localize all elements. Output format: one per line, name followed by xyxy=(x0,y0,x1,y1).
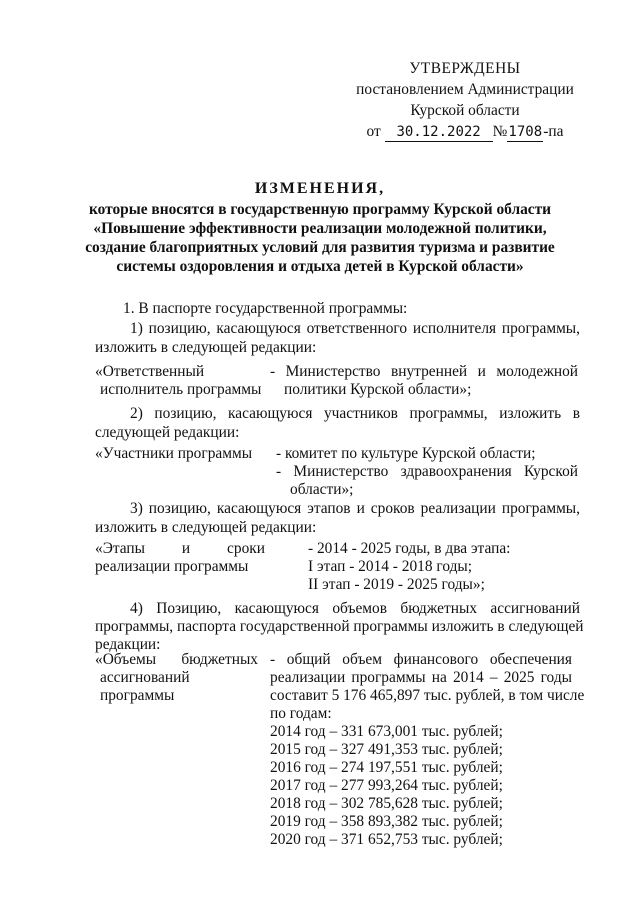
volume-value-4: по годам: xyxy=(270,705,332,722)
volume-value-3: составит 5 176 465,897 тыс. рублей, в том числе xyxy=(270,687,585,704)
year-line: 2017 год – 277 993,264 тыс. рублей; xyxy=(270,777,503,794)
heading-line-4: системы оздоровления и отдыха детей в Курской области» xyxy=(116,258,524,275)
p3-line-1: 3) позицию, касающуюся этапов и сроков реализации программы, xyxy=(130,500,580,517)
number-suffix: -па xyxy=(543,123,564,140)
year-line: 2015 год – 327 491,353 тыс. рублей; xyxy=(270,741,503,758)
participants-value-1: - комитет по культуре Курской области; xyxy=(276,445,536,462)
participants-value-2: - Министерство здравоохранения Курской xyxy=(276,463,578,480)
p2-line-2: следующей редакции: xyxy=(95,424,240,441)
p4-line-2: программы, паспорта государственной программы изложить в следующей xyxy=(95,618,584,635)
approval-number: 1708 xyxy=(508,124,543,140)
p3-line-2: изложить в следующей редакции: xyxy=(95,519,317,536)
approval-line-2: постановлением Администрации xyxy=(356,81,574,98)
number-prefix: № xyxy=(492,123,508,140)
resp-value-1: - Министерство внутренней и молодежной xyxy=(270,363,578,380)
heading-line-1: которые вносятся в государственную программу Курской области xyxy=(88,201,552,218)
heading-line-2: «Повышение эффективности реализации молодежной политики, xyxy=(93,220,547,237)
participants-value-3: области»; xyxy=(290,481,354,498)
approval-block xyxy=(345,60,585,145)
stage-label-1: «Этапы и сроки xyxy=(95,540,265,557)
volume-value-1: - общий объем финансового обеспечения xyxy=(270,651,572,668)
stage-value-2: I этап - 2014 - 2018 годы; xyxy=(308,558,473,575)
volume-label-1: «Объемы бюджетных xyxy=(95,651,258,668)
stage-value-3: II этап - 2019 - 2025 годы»; xyxy=(308,576,485,593)
document-title: ИЗМЕНЕНИЯ, xyxy=(254,180,386,197)
approval-date: 30.12.2022 xyxy=(385,124,493,142)
resp-label-1: «Ответственный xyxy=(95,363,205,380)
year-line: 2018 год – 302 785,628 тыс. рублей; xyxy=(270,795,503,812)
approval-date-line xyxy=(345,123,585,142)
year-line: 2020 год – 371 652,753 тыс. рублей; xyxy=(270,831,503,848)
resp-value-2: политики Курской области»; xyxy=(284,381,472,398)
volume-label-2: ассигнований xyxy=(100,669,190,686)
p4-line-3: редакции: xyxy=(95,636,161,653)
volume-label-3: программы xyxy=(100,687,175,704)
approval-line-3: Курской области xyxy=(410,102,520,119)
paragraph-1: 1. В паспорте государственной программы: xyxy=(123,300,408,317)
heading-line-3: создание благоприятных условий для развития туризма и развитие xyxy=(85,239,555,256)
p4-line-1: 4) Позицию, касающуюся объемов бюджетных ассигнований xyxy=(130,600,580,617)
year-line: 2014 год – 331 673,001 тыс. рублей; xyxy=(270,723,503,740)
year-line: 2016 год – 274 197,551 тыс. рублей; xyxy=(270,759,503,776)
stage-label-2: реализации программы xyxy=(95,558,249,575)
resp-label-2: исполнитель программы xyxy=(100,381,262,398)
volume-value-2: реализации программы на 2014 – 2025 годы xyxy=(270,669,572,686)
p2-line-1: 2) позицию, касающуюся участников программы, изложить в xyxy=(130,405,580,422)
p1-1-line-2: изложить в следующей редакции: xyxy=(95,339,317,356)
date-prefix: от xyxy=(366,123,381,140)
participants-label: «Участники программы xyxy=(95,445,253,462)
year-line: 2019 год – 358 893,382 тыс. рублей; xyxy=(270,813,503,830)
approval-title: УТВЕРЖДЕНЫ xyxy=(409,60,521,77)
stage-value-1: - 2014 - 2025 годы, в два этапа: xyxy=(308,540,511,557)
p1-1-line-1: 1) позицию, касающуюся ответственного исполнителя программы, xyxy=(130,320,580,337)
